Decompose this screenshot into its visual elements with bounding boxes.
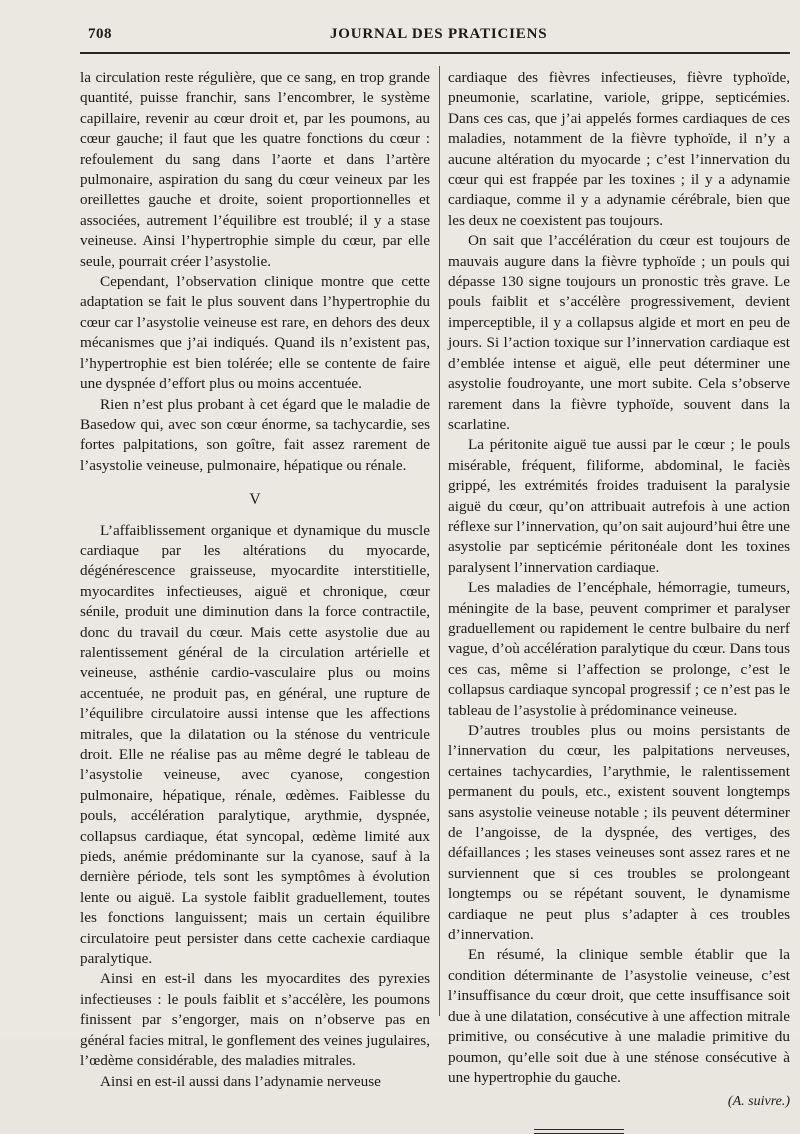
paragraph: On sait que l’accélération du cœur est toujours de mauvais augure dans la fièvre typhoïde ; un pouls qui dépasse 130 signe toujours un pronostic très grave. Le pouls faiblit et s’accélère progressivement, devient imperceptible, il y a collapsus algide et mort en peu de jours. Si l’action toxique sur l’innervation cardiaque est d’emblée intense et aiguë, elle peut déterminer une asystolie foudroyante, une mort subite. Cela s’observe rarement dans la fièvre typhoïde, souvent dans la scarlatine. xyxy=(448,232,790,433)
paragraph: L’affaiblissement organique et dynamique du muscle cardiaque par les altérations du myocarde, dégénérescence graisseuse, myocardite interstitielle, myocardites infectieuses, aiguë et chronique, cœur sénile, produit une diminution dans la force contractile, donc du travail du cœur. Mais cette asystolie due au ralentissement général de la circulation artérielle et veineuse, asthénie cardio-vasculaire plus ou moins accentuée, ne produit pas, en général, une rupture de l’équilibre circulatoire aussi intense que les affections mitrales, que la dilatation ou la sténose du ventricule droit. Elle ne réalise pas au même degré le tableau de l’asystolie veineuse, avec cyanose, congestion pulmonaire, hépatique, rénale, œdèmes. Faiblesse du pouls, accélération paralytique, arythmie, dyspnée, collapsus cardiaque, état syncopal, œdème limité aux pieds, anémie prédominante sur la cyanose, sauf à la dernière période, tels sont les symptômes à évolution lente ou aiguë. La systole faiblit graduellement, toutes les fonctions languissent; mais un certain équilibre circulatoire peut persister dans cette cachexie cardiaque paralytique. xyxy=(80,521,430,968)
header-rule xyxy=(80,52,790,54)
column-divider xyxy=(439,66,440,1016)
paragraph: cardiaque des fièvres infectieuses, fièvre typhoïde, pneumonie, scarlatine, variole, grippe, septicémies. Dans ces cas, que j’ai appelés formes cardiaques de ces maladies, notamment de la fièvre typhoïde, il n’y a aucune altération du myocarde ; c’est l’innervation du cœur qui est frappée par les toxines ; il y a adynamie cardiaque, comme il y a adynamie cérébrale, bien que les deux ne coexistent pas toujours. xyxy=(448,69,790,229)
end-rule xyxy=(534,1129,624,1134)
paragraph: Ainsi en est-il aussi dans l’adynamie nerveuse xyxy=(100,1072,381,1090)
paragraph: la circulation reste régulière, que ce sang, en trop grande quantité, puisse franchir, sans l’encombrer, le système capillaire, revenir au cœur droit et, par les poumons, au cœur gauche; il faut que les quatre fonctions du cœur : refoulement du sang dans l’aorte et dans l’artère pulmonaire, aspiration du sang du cœur veineux par les oreillettes gauche et droite, soient proportionnelles et associées, autrement l’équilibre est troublé; il y a stase veineuse. Ainsi l’hypertrophie simple du cœur, par elle seule, pourrait créer l’asystolie. xyxy=(80,69,430,270)
journal-title: JOURNAL DES PRATICIENS xyxy=(330,26,548,42)
page-number: 708 xyxy=(88,26,112,42)
paragraph: D’autres troubles plus ou moins persistants de l’innervation du cœur, les palpitations nerveuses, certaines tachycardies, l’arythmie, le ralentissement permanent du pouls, etc., existent souvent longtemps sans asystolie veineuse notable ; ils peuvent déterminer de l’angoisse, de la dyspnée, des vertiges, des défaillances ; les stases veineuses sont assez rares et ne surviennent que si ces troubles se prolongeant longtemps ou se répétant souvent, le dynamisme cardiaque ne peut plus s’adapter à ces troubles d’innervation. xyxy=(448,722,790,944)
left-column xyxy=(80,68,430,1092)
paragraph: Ainsi en est-il dans les myocardites des pyrexies infectieuses : le pouls faiblit et s’accélère, les poumons finissent par s’engorger, mais on n’observe pas en général facies mitral, le gonflement des veines jugulaires, l’œdème considérable, des maladies mitrales. xyxy=(80,970,430,1070)
to-be-continued-note: (A. suivre.) xyxy=(727,1094,790,1110)
paragraph: Cependant, l’observation clinique montre que cette adaptation se fait le plus souvent dans l’hypertrophie du cœur car l’asystolie veineuse est rare, en dehors des deux mécanismes que j’ai indiqués. Quand ils n’existent pas, l’hypertrophie est bien tolérée; elle se contente de faire une dyspnée d’effort plus ou moins accentuée. xyxy=(80,273,430,393)
paragraph: La péritonite aiguë tue aussi par le cœur ; le pouls misérable, fréquent, filiforme, abdominal, le faciès grippé, les extrémités froides traduisent la paralysie aiguë du cœur, qu’on attribuait autrefois à une action réflexe sur l’innervation, qu’on sait aujourd’hui être une asystolie par septicémie péritonéale dont les toxines paralysent l’innervation cardiaque. xyxy=(448,436,790,576)
paragraph: Rien n’est plus probant à cet égard que le maladie de Basedow qui, avec son cœur énorme, sa tachycardie, ses fortes palpitations, son goître, fait assez rarement de l’asystolie veineuse, pulmonaire, hépatique ou rénale. xyxy=(80,395,430,474)
paragraph: En résumé, la clinique semble établir que la condition déterminante de l’asystolie veineuse, c’est l’insuffisance du cœur droit, que cette insuffisance soit due à une dilatation, consécutive à une affection mitrale primitive, ou consécutive à une maladie primitive du poumon, qu’elle soit due à une sténose consécutive à une hypertrophie du gauche. xyxy=(448,946,790,1086)
right-column xyxy=(448,68,790,1134)
paragraph: Les maladies de l’encéphale, hémorragie, tumeurs, méningite de la base, peuvent comprimer et paralyser graduellement ou rapidement le centre bulbaire du nerf vague, d’où accélération paralytique du cœur. Dans tous ces cas, même si l’affection se prolonge, c’est le collapsus cardiaque syncopal progressif ; ce n’est pas le tableau de l’asystolie à prédominance veineuse. xyxy=(448,579,790,719)
running-head xyxy=(0,26,800,48)
section-numeral: V xyxy=(249,491,261,509)
